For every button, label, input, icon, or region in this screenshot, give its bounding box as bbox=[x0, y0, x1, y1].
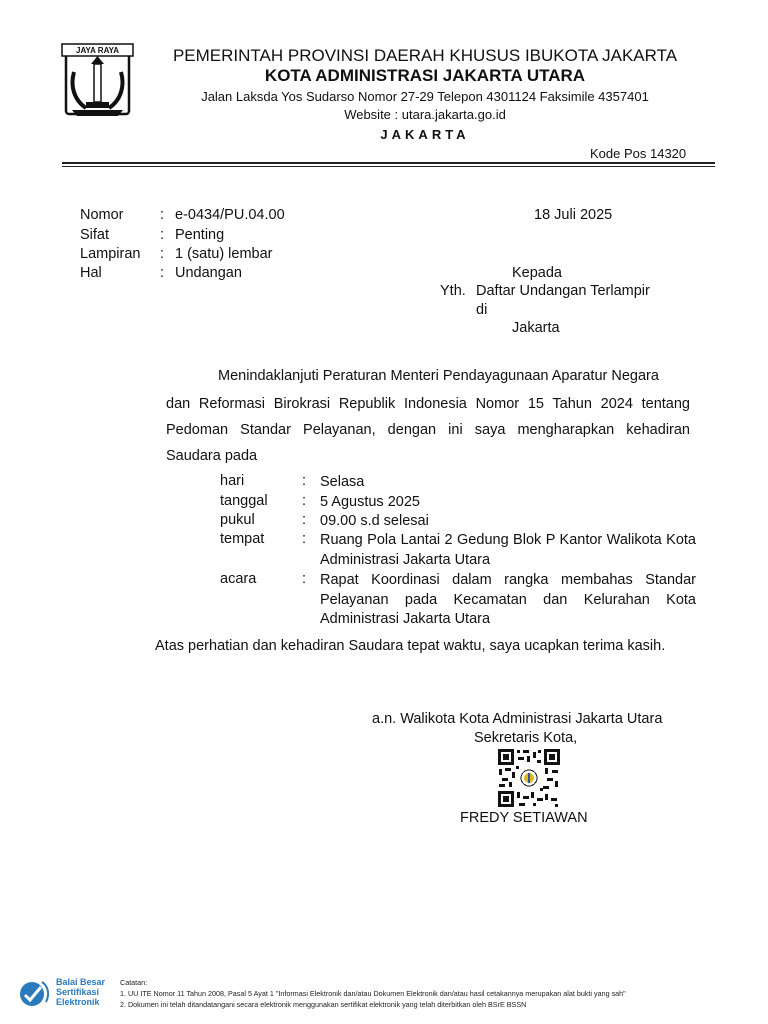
recipient-name: Daftar Undangan Terlampir bbox=[476, 283, 650, 299]
meta-value-hal: Undangan bbox=[175, 265, 242, 281]
svg-text:JAYA RAYA: JAYA RAYA bbox=[76, 46, 119, 55]
detail-sep: : bbox=[302, 531, 307, 547]
detail-label-tanggal: tanggal bbox=[220, 493, 268, 509]
city-emblem bbox=[60, 42, 135, 122]
detail-sep: : bbox=[302, 473, 307, 489]
detail-value-hari: Selasa bbox=[320, 474, 365, 490]
bsre-logo-icon bbox=[18, 978, 52, 1008]
recipient-place: Jakarta bbox=[512, 320, 560, 336]
meta-sep: : bbox=[160, 207, 165, 223]
body-paragraph: dan Reformasi Birokrasi Republik Indonesia Nomor 15 Tahun 2024 tentang Pedoman Standar Pelayanan, dengan ini saya mengharapkan kehadiran Saudara pada bbox=[166, 396, 690, 464]
meta-label-sifat: Sifat bbox=[80, 227, 110, 243]
detail-value-acara: Rapat Koordinasi dalam rangka membahas Standar Pelayanan pada Kecamatan dan Kelurahan Kota Administrasi Jakarta Utara bbox=[320, 572, 696, 627]
detail-value-pukul: 09.00 s.d selesai bbox=[320, 513, 429, 529]
address-line: Jalan Laksda Yos Sudarso Nomor 27-29 Telepon 4301124 Faksimile 4357401 bbox=[201, 89, 649, 104]
postal-code: Kode Pos 14320 bbox=[590, 146, 687, 161]
recipient-di: di bbox=[476, 302, 488, 318]
bsre-logo-text: Balai Besar Sertifikasi Elektronik bbox=[56, 977, 106, 1007]
meta-label-lampiran: Lampiran bbox=[80, 246, 141, 262]
footer-note-1: 1. UU ITE Nomor 11 Tahun 2008, Pasal 5 Ayat 1 "Informasi Elektronik dan/atau Dokumen Elektronik dan/atau hasil cetakannya merupakan alat bukti yang sah" bbox=[120, 989, 626, 998]
header-rule-thick bbox=[62, 162, 715, 164]
header-rule-thin bbox=[62, 166, 715, 167]
closing-paragraph: Atas perhatian dan kehadiran Saudara tepat waktu, saya ucapkan terima kasih. bbox=[155, 638, 666, 654]
detail-label-acara: acara bbox=[220, 571, 257, 587]
detail-sep: : bbox=[302, 512, 307, 528]
meta-sep: : bbox=[160, 227, 165, 243]
city-admin-title: KOTA ADMINISTRASI JAKARTA UTARA bbox=[264, 66, 586, 85]
detail-label-tempat: tempat bbox=[220, 531, 265, 547]
letter-date: 18 Juli 2025 bbox=[534, 207, 613, 223]
detail-sep: : bbox=[302, 493, 307, 509]
signature-qr-code bbox=[497, 748, 561, 808]
recipient-yth: Yth. bbox=[440, 283, 466, 299]
meta-sep: : bbox=[160, 265, 165, 281]
footer-catatan: Catatan: bbox=[120, 978, 148, 987]
meta-sep: : bbox=[160, 246, 165, 262]
gov-title: PEMERINTAH PROVINSI DAERAH KHUSUS IBUKOTA JAKARTA bbox=[172, 46, 678, 65]
detail-value-tempat: Ruang Pola Lantai 2 Gedung Blok P Kantor Walikota Kota Administrasi Jakarta Utara bbox=[320, 532, 696, 568]
footer-note-2: 2. Dokumen ini telah ditandatangani secara elektronik menggunakan sertifikat elektronik yang telah diterbitkan oleh BSrE BSSN bbox=[120, 1000, 527, 1009]
meta-label-nomor: Nomor bbox=[80, 207, 124, 223]
detail-label-hari: hari bbox=[220, 473, 245, 489]
detail-sep: : bbox=[302, 571, 307, 587]
body-first-line: Menindaklanjuti Peraturan Menteri Pendayagunaan Aparatur Negara bbox=[218, 368, 659, 384]
detail-label-pukul: pukul bbox=[220, 512, 255, 528]
city-line: JAKARTA bbox=[380, 127, 470, 142]
recipient-kepada: Kepada bbox=[512, 265, 562, 281]
detail-value-tanggal: 5 Agustus 2025 bbox=[320, 494, 420, 510]
meta-value-nomor: e-0434/PU.04.00 bbox=[175, 207, 285, 223]
website-line: Website : utara.jakarta.go.id bbox=[344, 107, 506, 122]
meta-value-sifat: Penting bbox=[175, 227, 225, 243]
signature-position: Sekretaris Kota, bbox=[474, 730, 578, 746]
signatory-name: FREDY SETIAWAN bbox=[460, 810, 588, 826]
meta-label-hal: Hal bbox=[80, 265, 102, 281]
meta-value-lampiran: 1 (satu) lembar bbox=[175, 246, 273, 262]
signature-on-behalf: a.n. Walikota Kota Administrasi Jakarta Utara bbox=[372, 711, 663, 727]
